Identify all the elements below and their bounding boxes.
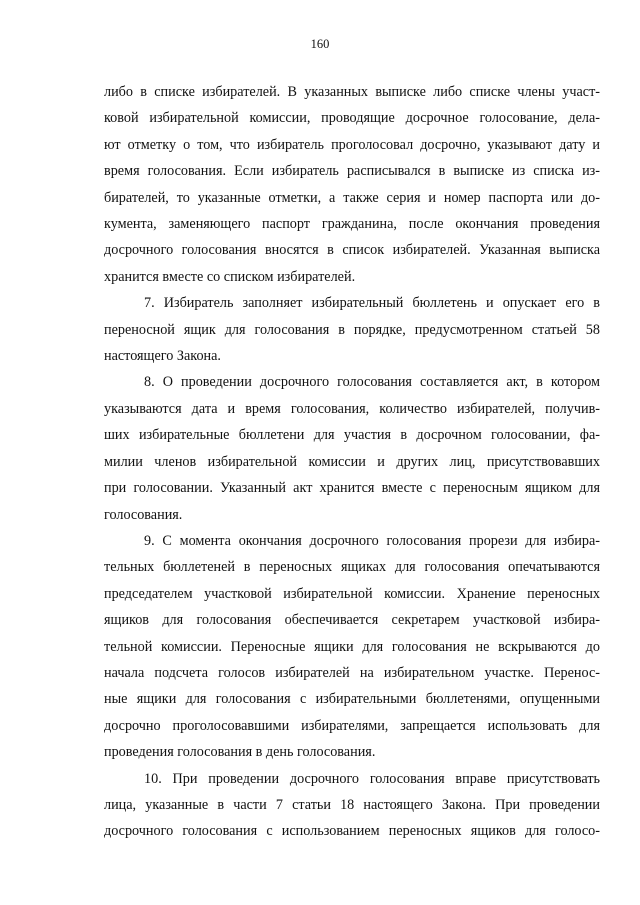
text-line: либо в списке избирателей. В указанных выписке либо списке члены участ- <box>104 84 600 100</box>
text-line: 7. Избиратель заполняет избирательный бюллетень и опускает его в <box>144 295 600 312</box>
text-line: председателем участковой избирательной комиссии. Хранение переносных <box>104 585 600 602</box>
text-line: досрочно проголосовавшими избирателями, запрещается использовать для <box>104 717 600 734</box>
text-line: бирателей, то указанные отметки, а также серия и номер паспорта или до- <box>104 189 600 206</box>
text-line: при голосовании. Указанный акт хранится вместе с переносным ящиком для <box>104 480 600 497</box>
paragraph-item-10 <box>104 766 600 845</box>
paragraph-item-7 <box>104 290 600 369</box>
text-line: лица, указанные в части 7 статьи 18 настоящего Закона. При проведении <box>104 796 600 813</box>
paragraph-continuation <box>104 79 600 290</box>
text-line: 10. При проведении досрочного голосования вправе присутствовать <box>144 770 600 787</box>
text-line: ют отметку о том, что избиратель проголосовал досрочно, указывают дату и <box>104 136 600 153</box>
text-line: проведения голосования в день голосования. <box>104 744 376 761</box>
text-line: ные ящики для голосования с избирательными бюллетенями, опущенными <box>104 691 600 708</box>
text-line: тельных бюллетеней в переносных ящиках для голосования опечатываются <box>104 559 600 576</box>
text-line: указываются дата и время голосования, количество избирателей, получив- <box>104 400 600 417</box>
text-line: время голосования. Если избиратель расписывался в выписке из списка из- <box>104 163 600 180</box>
text-line: тельной комиссии. Переносные ящики для голосования не вскрываются до <box>104 638 600 655</box>
text-line: 9. С момента окончания досрочного голосования прорези для избира- <box>144 532 600 549</box>
text-line: кумента, заменяющего паспорт гражданина, после окончания проведения <box>104 216 600 233</box>
page-number: 160 <box>310 37 330 51</box>
text-line: милии членов избирательной комиссии и других лиц, присутствовавших <box>104 453 600 470</box>
body-text <box>104 79 600 845</box>
paragraph-item-9 <box>104 528 600 766</box>
text-line: хранится вместе со списком избирателей. <box>104 268 356 285</box>
text-line: настоящего Закона. <box>104 348 221 365</box>
text-line: переносной ящик для голосования в порядке, предусмотренном статьей 58 <box>104 321 600 338</box>
text-line: ковой избирательной комиссии, проводящие досрочное голосование, дела- <box>104 110 600 127</box>
text-line: голосования. <box>104 506 183 523</box>
text-line: начала подсчета голосов избирателей на избирательном участке. Перенос- <box>104 664 600 681</box>
text-line: ящиков для голосования обеспечивается секретарем участковой избира- <box>104 612 600 629</box>
text-line: досрочного голосования с использованием переносных ящиков для голосо- <box>104 823 600 840</box>
text-line: досрочного голосования вносятся в список избирателей. Указанная выписка <box>104 242 600 259</box>
text-line: ших избирательные бюллетени для участия в досрочном голосовании, фа- <box>104 427 600 444</box>
paragraph-item-8 <box>104 369 600 527</box>
text-line: 8. О проведении досрочного голосования составляется акт, в котором <box>144 374 600 391</box>
